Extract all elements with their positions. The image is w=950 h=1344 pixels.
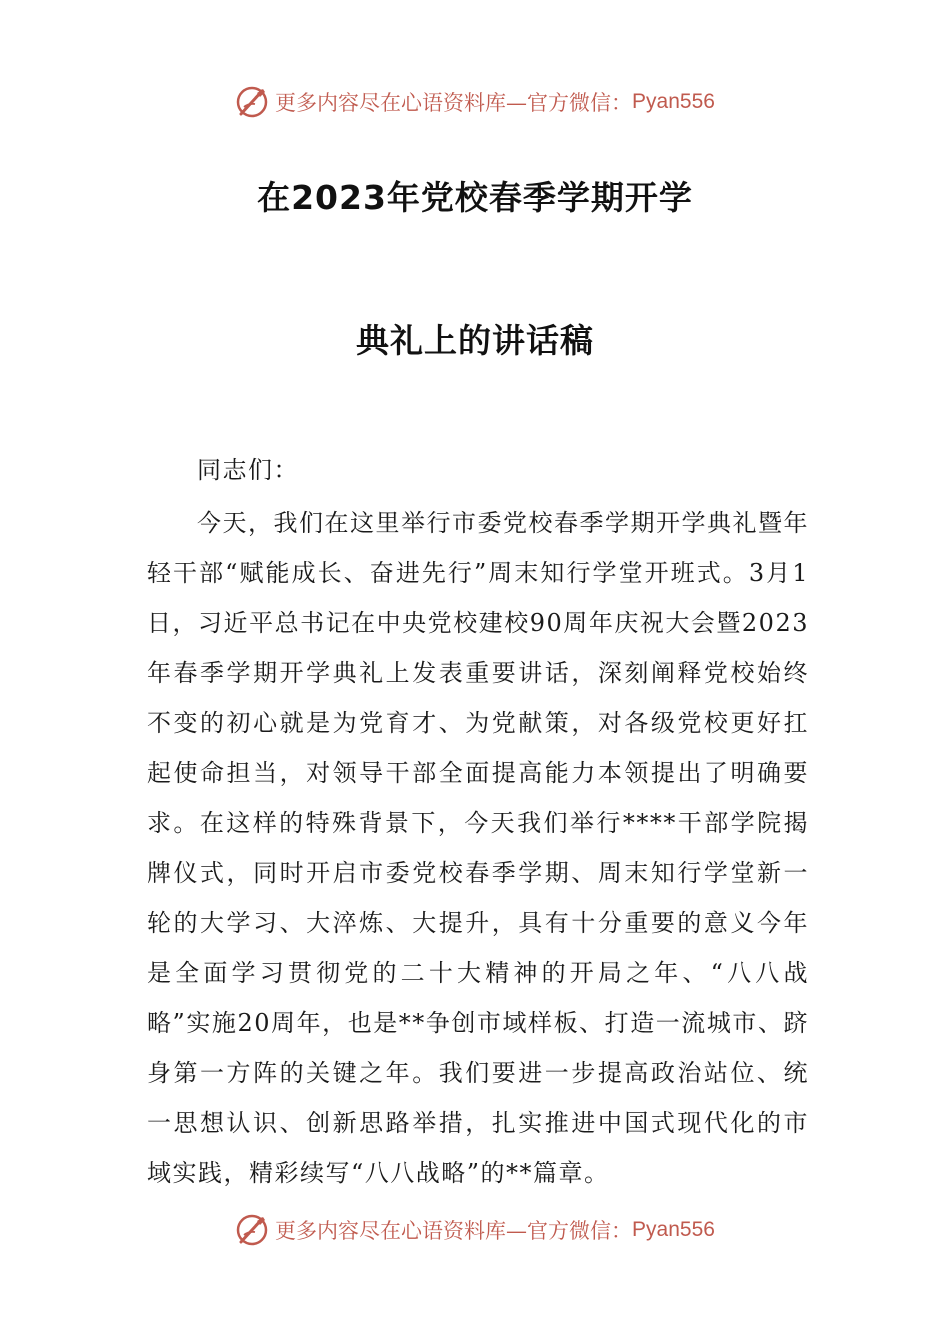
header-banner bbox=[0, 82, 950, 122]
header-banner-text: 更多内容尽在心语资料库—官方微信： bbox=[275, 91, 633, 115]
footer-wechat-id: Pyan556 bbox=[632, 1218, 715, 1241]
document-body bbox=[147, 448, 809, 1198]
footer-banner-text: 更多内容尽在心语资料库—官方微信： bbox=[275, 1219, 633, 1243]
footer-banner bbox=[0, 1210, 950, 1250]
header-wechat-id: Pyan556 bbox=[632, 90, 715, 113]
pen-logo-icon bbox=[235, 1213, 269, 1247]
salutation: 同志们： bbox=[197, 456, 299, 484]
pen-logo-icon bbox=[235, 85, 269, 119]
document-title-line2: 典礼上的讲话稿 bbox=[356, 321, 594, 360]
document-title-line1: 在2023年党校春季学期开学 bbox=[257, 178, 693, 217]
paragraph: 今天，我们在这里举行市委党校春季学期开学典礼暨年轻干部“赋能成长、奋进先行”周末知行学堂开班式。3月1日，习近平总书记在中央党校建校90周年庆祝大会暨2023年春季学期开学典礼上发表重要讲话，深刻阐释党校始终不变的初心就是为党育才、为党献策，对各级党校更好扛起使命担当，对领导干部全面提高能力本领提出了明确要求。在这样的特殊背景下，今天我们举行****干部学院揭牌仪式，同时开启市委党校春季学期、周末知行学堂新一轮的大学习、大淬炼、大提升，具有十分重要的意义今年是全面学习贯彻党的二十大精神的开局之年、“八八战略”实施20周年，也是**争创市域样板、打造一流城市、跻身第一方阵的关键之年。我们要进一步提高政治站位、统一思想认识、创新思路举措，扎实推进中国式现代化的市域实践，精彩续写“八八战略”的**篇章。 bbox=[147, 509, 809, 1187]
